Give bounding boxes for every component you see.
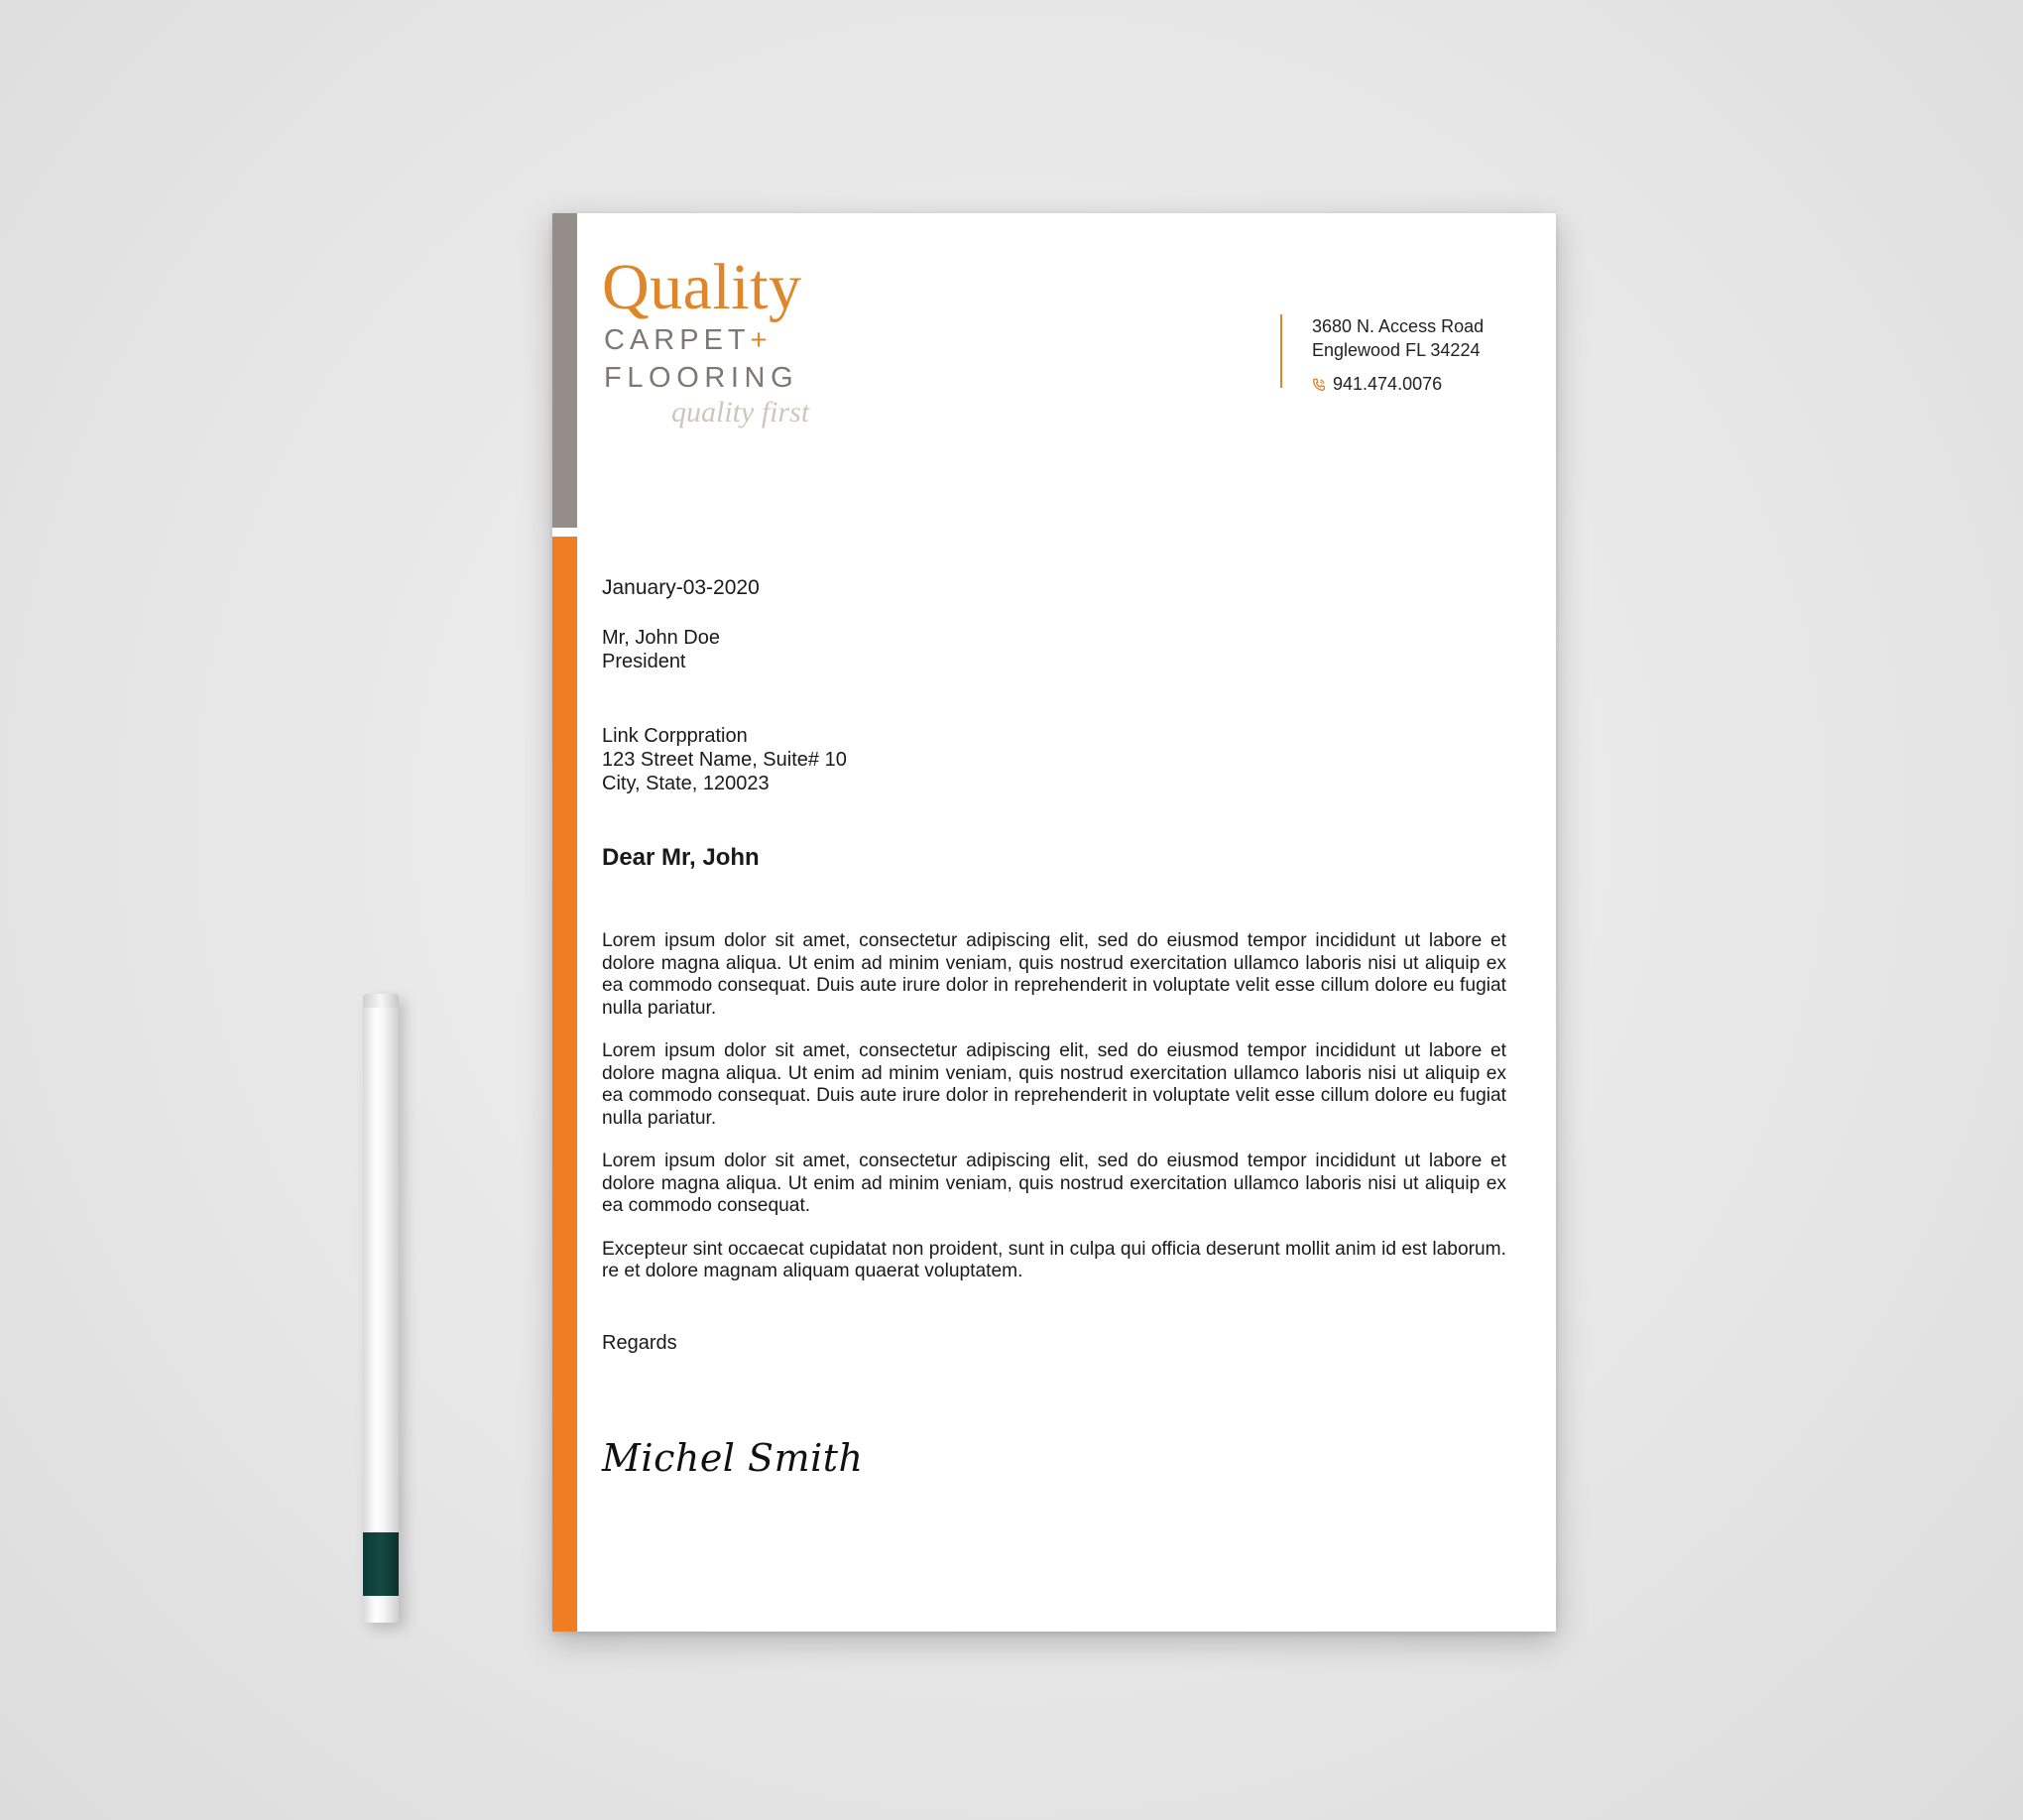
side-bar-orange (552, 537, 577, 1632)
body-paragraph: Lorem ipsum dolor sit amet, consectetur adipiscing elit, sed do eiusmod tempor incididunt ut labore et dolore magna aliqua. Ut enim ad minim veniam, quis nostrud exercitation ullamco laboris nisi ut aliquip ex ea commodo consequat. Duis aute irure dolor in reprehenderit in voluptate velit esse cillum dolore eu fugiat nulla pariatur. (602, 930, 1506, 1019)
pen (363, 994, 399, 1623)
salutation: Dear Mr, John (602, 844, 760, 871)
contact-block (1280, 314, 1485, 394)
recipient-block (602, 626, 720, 673)
address-city: Englewood FL 34224 (1312, 340, 1481, 360)
recipient-name: Mr, John Doe (602, 627, 720, 649)
closing: Regards (602, 1332, 677, 1354)
body-paragraph: Lorem ipsum dolor sit amet, consectetur adipiscing elit, sed do eiusmod tempor incididunt ut labore et dolore magna aliqua. Ut enim ad minim veniam, quis nostrud exercitation ullamco laboris nisi ut aliquip ex ea commodo consequat. Duis aute irure dolor in reprehenderit in voluptate velit esse cillum dolore eu fugiat nulla pariatur. (602, 1040, 1506, 1129)
company-block (602, 724, 847, 795)
logo-flooring: FLOORING (604, 362, 799, 394)
company-city: City, State, 120023 (602, 773, 770, 794)
signature: Michel Smith (602, 1436, 864, 1480)
logo-carpet (604, 326, 768, 355)
company-name: Link Corppration (602, 725, 748, 747)
body-paragraph: Lorem ipsum dolor sit amet, consectetur adipiscing elit, sed do eiusmod tempor incididunt ut labore et dolore magna aliqua. Ut enim ad minim veniam, quis nostrud exercitation ullamco laboris nisi ut aliquip ex ea commodo consequat. (602, 1151, 1506, 1216)
pen-band (363, 1532, 399, 1596)
pen-cap (363, 994, 399, 1008)
company-street: 123 Street Name, Suite# 10 (602, 749, 847, 771)
logo-tagline: quality first (671, 396, 810, 428)
side-bar-gray (552, 213, 577, 528)
logo-carpet-text: CARPET (604, 324, 751, 356)
body-paragraph: Excepteur sint occaecat cupidatat non proident, sunt in culpa qui officia deserunt mollit anim id est laborum. re et dolore magnam aliquam quaerat voluptatem. (602, 1238, 1506, 1281)
company-logo (602, 251, 840, 453)
logo-plus: + (750, 324, 768, 356)
letterhead-paper (552, 213, 1556, 1632)
phone-number: 941.474.0076 (1333, 374, 1443, 394)
letter-body (602, 930, 1506, 1304)
logo-quality: Quality (602, 251, 802, 323)
letter-date: January-03-2020 (602, 576, 760, 599)
address-street: 3680 N. Access Road (1312, 316, 1485, 336)
recipient-title: President (602, 651, 686, 672)
phone-icon (1312, 378, 1326, 392)
phone-line (1312, 374, 1484, 395)
